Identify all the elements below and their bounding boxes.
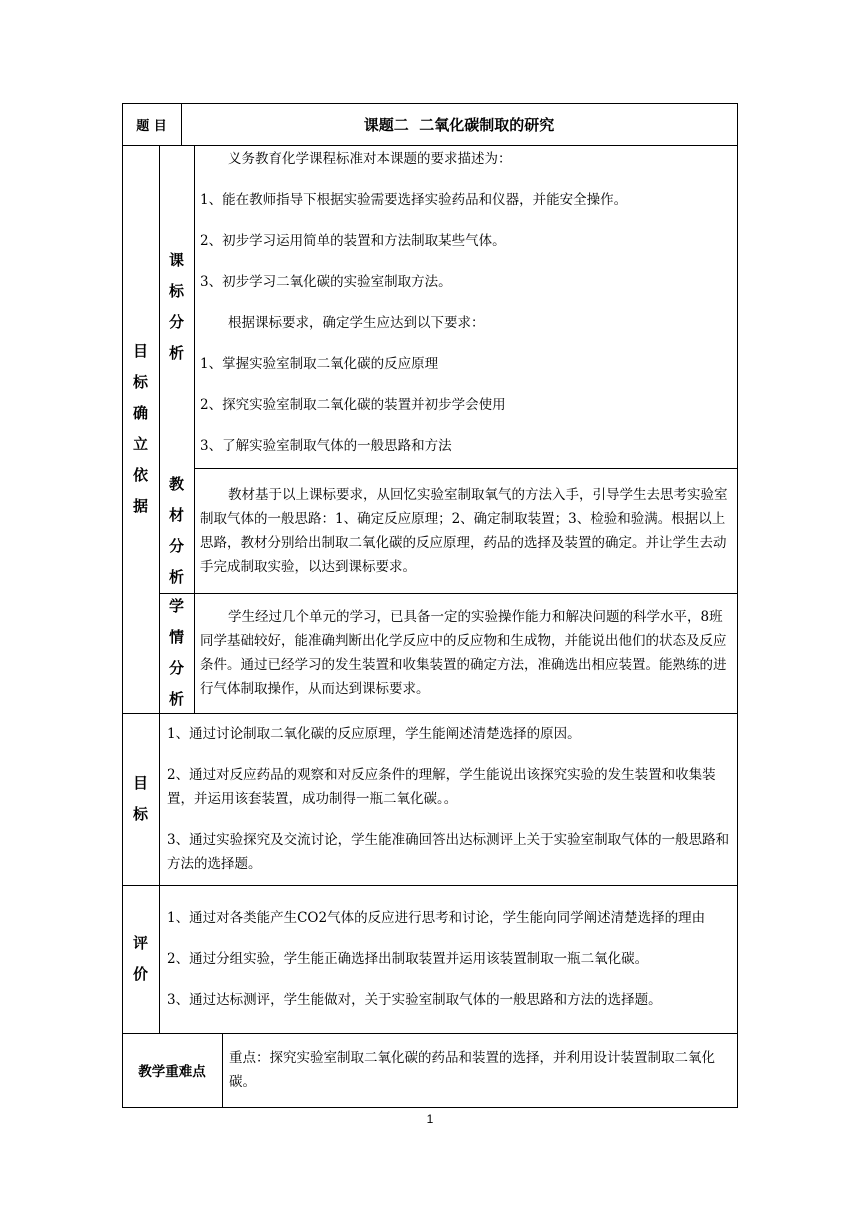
students-content: 学生经过几个单元的学习，已具备一定的实验操作能力和解决问题的科学水平，8班同学基础较好，能准确判断出化学反应中的反应物和生成物，并能说出他们的状态及反应条件。通过已经学习的发生装置和收集装置的确定方法，准确选出相应装置。能熟练的进行气体制取操作，从而达到课标要求。 — [200, 609, 727, 697]
goal-item: 2、通过对反应药品的观察和对反应条件的理解，学生能说出该探究实验的发生装置和收集装置，并运用该套装置，成功制得一瓶二氧化碳。。 — [167, 767, 716, 807]
goal-item: 1、通过讨论制取二氧化碳的反应原理，学生能阐述清楚选择的原因。 — [167, 726, 581, 742]
curriculum-paragraph: 3、了解实验室制取气体的一般思路和方法 — [200, 438, 452, 454]
header-label: 题 目 — [136, 118, 167, 134]
basis-label: 目标确立依据 — [132, 342, 148, 515]
evaluation-content — [167, 885, 732, 1033]
curriculum-paragraph: 根据课标要求，确定学生应达到以下要求： — [228, 315, 485, 331]
evaluation-item: 2、通过分组实验，学生能正确选择出制取装置并运用该装置制取一瓶二氧化碳。 — [167, 951, 649, 967]
curriculum-paragraph: 3、初步学习二氧化碳的实验室制取方法。 — [200, 274, 452, 290]
keypoints-content: 重点：探究实验室制取二氧化碳的药品和装置的选择，并利用设计装置制取二氧化碳。 — [229, 1050, 715, 1090]
curriculum-label: 课标分析 — [168, 250, 184, 362]
goals-label: 目标 — [132, 774, 148, 823]
goals-content — [167, 713, 732, 885]
students-label: 学情分析 — [168, 597, 184, 708]
curriculum-paragraph: 1、掌握实验室制取二氧化碳的反应原理 — [200, 356, 439, 372]
lesson-title: 课题二 二氧化碳制取的研究 — [363, 115, 555, 134]
curriculum-paragraph: 义务教育化学课程标准对本课题的要求描述为： — [228, 151, 512, 167]
textbook-label: 教材分析 — [168, 474, 184, 586]
evaluation-item: 1、通过对各类能产生CO2气体的反应进行思考和讨论，学生能向同学阐述清楚选择的理由 — [167, 910, 706, 926]
keypoints-label: 教学重难点 — [138, 1064, 206, 1080]
goal-item: 3、通过实验探究及交流讨论，学生能准确回答出达标测评上关于实验室制取气体的一般思路和方法的选择题。 — [167, 832, 730, 872]
curriculum-paragraph: 1、能在教师指导下根据实验需要选择实验药品和仪器，并能安全操作。 — [200, 192, 628, 208]
curriculum-paragraph: 2、初步学习运用简单的装置和方法制取某些气体。 — [200, 233, 506, 249]
textbook-content: 教材基于以上课标要求，从回忆实验室制取氧气的方法入手，引导学生去思考实验室制取气体的一般思路：1、确定反应原理；2、确定制取装置；3、检验和验满。根据以上思路，教材分别给出制取二氧化碳的反应原理，药品的选择及装置的确定。并让学生去动手完成制取实验，以达到课标要求。 — [200, 486, 728, 575]
page-number: 1 — [426, 1112, 434, 1126]
curriculum-content — [200, 147, 732, 465]
evaluation-label: 评价 — [132, 934, 148, 983]
curriculum-paragraph: 2、探究实验室制取二氧化碳的装置并初步学会使用 — [200, 397, 506, 413]
evaluation-item: 3、通过达标测评，学生能做对，关于实验室制取气体的一般思路和方法的选择题。 — [167, 992, 662, 1008]
